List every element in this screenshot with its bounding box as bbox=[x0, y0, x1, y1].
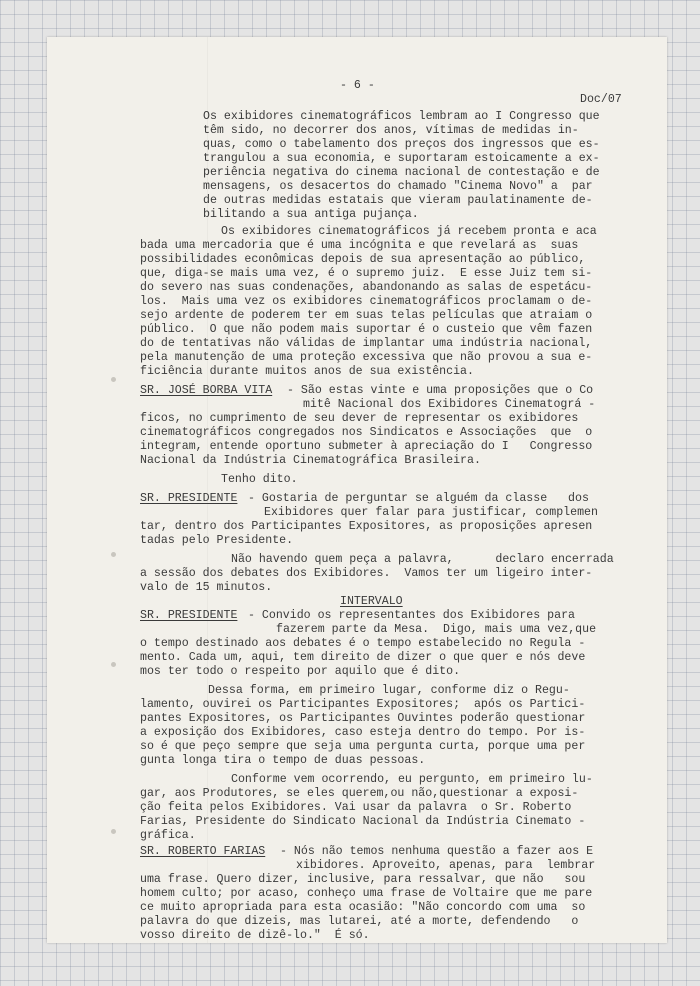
text-line: tadas pelo Presidente. bbox=[140, 534, 294, 547]
text-line: do de tentativas não válidas de implantar uma indústria nacional, bbox=[140, 337, 593, 350]
text-line: Nacional da Indústria Cinematográfica Brasileira. bbox=[140, 454, 481, 467]
text-line: Farias, Presidente do Sindicato Nacional da Indústria Cinemato - bbox=[140, 815, 586, 828]
text-line: Conforme vem ocorrendo, eu pergunto, em primeiro lu- bbox=[231, 773, 593, 786]
speaker-label: SR. PRESIDENTE bbox=[140, 492, 238, 505]
text-line: mensagens, os desacertos do chamado "Cinema Novo" a par bbox=[203, 180, 593, 193]
speaker-label: SR. JOSÉ BORBA VITA bbox=[140, 384, 273, 397]
text-line: fazerem parte da Mesa. Digo, mais uma vez,que bbox=[276, 623, 597, 636]
text-line: bilitando a sua antiga pujança. bbox=[203, 208, 419, 221]
text-line: Exibidores quer falar para justificar, complemen bbox=[264, 506, 598, 519]
text-line: do severo nas suas condenações, abandonando as salas de espetácu- bbox=[140, 281, 593, 294]
speaker-label: SR. PRESIDENTE bbox=[140, 609, 238, 622]
text-line: sejo ardente de poderem ter em suas telas películas que atraiam o bbox=[140, 309, 593, 322]
text-line: xibidores. Aproveito, apenas, para lembrar bbox=[296, 859, 596, 872]
punch-hole bbox=[111, 552, 116, 557]
punch-hole bbox=[111, 829, 116, 834]
text-line: pantes Expositores, os Participantes Ouvintes poderão questionar bbox=[140, 712, 586, 725]
text-line: lamento, ouvirei os Participantes Expositores; após os Partici- bbox=[140, 698, 586, 711]
text-line: Os exibidores cinematográficos já recebem pronta e aca bbox=[221, 225, 597, 238]
text-line: vosso direito de dizê-lo." É só. bbox=[140, 929, 370, 942]
text-line: a sessão dos debates dos Exibidores. Vamos ter um ligeiro inter- bbox=[140, 567, 593, 580]
text-line: Os exibidores cinematográficos lembram ao I Congresso que bbox=[203, 110, 600, 123]
text-line: uma frase. Quero dizer, inclusive, para ressalvar, que não sou bbox=[140, 873, 586, 886]
text-line: mos ter todo o respeito por aquilo que é dito. bbox=[140, 665, 461, 678]
text-line: têm sido, no decorrer dos anos, vítimas de medidas in- bbox=[203, 124, 579, 137]
text-line: ficiência durante muitos anos de sua existência. bbox=[140, 365, 474, 378]
text-line: gunta longa tira o tempo de duas pessoas. bbox=[140, 754, 426, 767]
text-line: de outras medidas estatais que vieram paulatinamente de- bbox=[203, 194, 593, 207]
text-line: público. O que não podem mais suportar é o custeio que vêm fazen bbox=[140, 323, 593, 336]
text-line: ção feita pelos Exibidores. Vai usar da palavra o Sr. Roberto bbox=[140, 801, 572, 814]
text-line: bada uma mercadoria que é uma incógnita e que revelará as suas bbox=[140, 239, 579, 252]
text-line: quas, como o tabelamento dos preços dos ingressos que es- bbox=[203, 138, 600, 151]
section-heading: INTERVALO bbox=[340, 595, 403, 608]
text-line: cinematográficos congregados nos Sindicatos e Associações que o bbox=[140, 426, 593, 439]
text-line: ce muito apropriada para esta ocasião: "Não concordo com uma so bbox=[140, 901, 586, 914]
text-line: gráfica. bbox=[140, 829, 196, 842]
text-line: - Nós não temos nenhuma questão a fazer aos E bbox=[280, 845, 594, 858]
text-line: que, diga-se mais uma vez, é o supremo juiz. E esse Juiz tem si- bbox=[140, 267, 593, 280]
text-line: o tempo destinado aos debates é o tempo estabelecido no Regula - bbox=[140, 637, 586, 650]
text-line: valo de 15 minutos. bbox=[140, 581, 273, 594]
text-line: integram, entende oportuno submeter à apreciação do I Congresso bbox=[140, 440, 593, 453]
text-line: palavra do que dizeis, mas lutarei, até a morte, defendendo o bbox=[140, 915, 579, 928]
page-number: - 6 - bbox=[340, 79, 375, 92]
text-line: a exposição dos Exibidores, caso esteja dentro do tempo. Por is- bbox=[140, 726, 586, 739]
text-line: mitê Nacional dos Exibidores Cinematográ - bbox=[303, 398, 596, 411]
text-line: gar, aos Produtores, se eles querem,ou não,questionar a exposi- bbox=[140, 787, 579, 800]
text-line: - Convido os representantes dos Exibidores para bbox=[248, 609, 575, 622]
text-line: Tenho dito. bbox=[221, 473, 298, 486]
text-line: - Gostaria de perguntar se alguém da classe dos bbox=[248, 492, 589, 505]
text-line: possibilidades econômicas depois de sua apresentação ao público, bbox=[140, 253, 586, 266]
text-line: - São estas vinte e uma proposições que o Co bbox=[287, 384, 594, 397]
text-line: so é que peço sempre que seja uma pergunta curta, porque uma per bbox=[140, 740, 586, 753]
punch-hole bbox=[111, 662, 116, 667]
text-line: homem culto; por acaso, conheço uma frase de Voltaire que me pare bbox=[140, 887, 593, 900]
text-line: los. Mais uma vez os exibidores cinematográficos proclamam o de- bbox=[140, 295, 593, 308]
text-line: Dessa forma, em primeiro lugar, conforme diz o Regu- bbox=[208, 684, 570, 697]
text-line: periência negativa do cinema nacional de contestação e de bbox=[203, 166, 600, 179]
text-line: trangulou a sua economia, e suportaram estoicamente a ex- bbox=[203, 152, 600, 165]
text-line: ficos, no cumprimento de seu dever de representar os exibidores bbox=[140, 412, 579, 425]
text-line: tar, dentro dos Participantes Expositores, as proposições apresen bbox=[140, 520, 593, 533]
text-line: pela manutenção de uma proteção excessiva que não provou a sua e- bbox=[140, 351, 593, 364]
text-line: Não havendo quem peça a palavra, declaro encerrada bbox=[231, 553, 614, 566]
doc-reference: Doc/07 bbox=[580, 93, 622, 106]
punch-hole bbox=[111, 377, 116, 382]
text-line: mento. Cada um, aqui, tem direito de dizer o que quer e nós deve bbox=[140, 651, 586, 664]
speaker-label: SR. ROBERTO FARIAS bbox=[140, 845, 266, 858]
